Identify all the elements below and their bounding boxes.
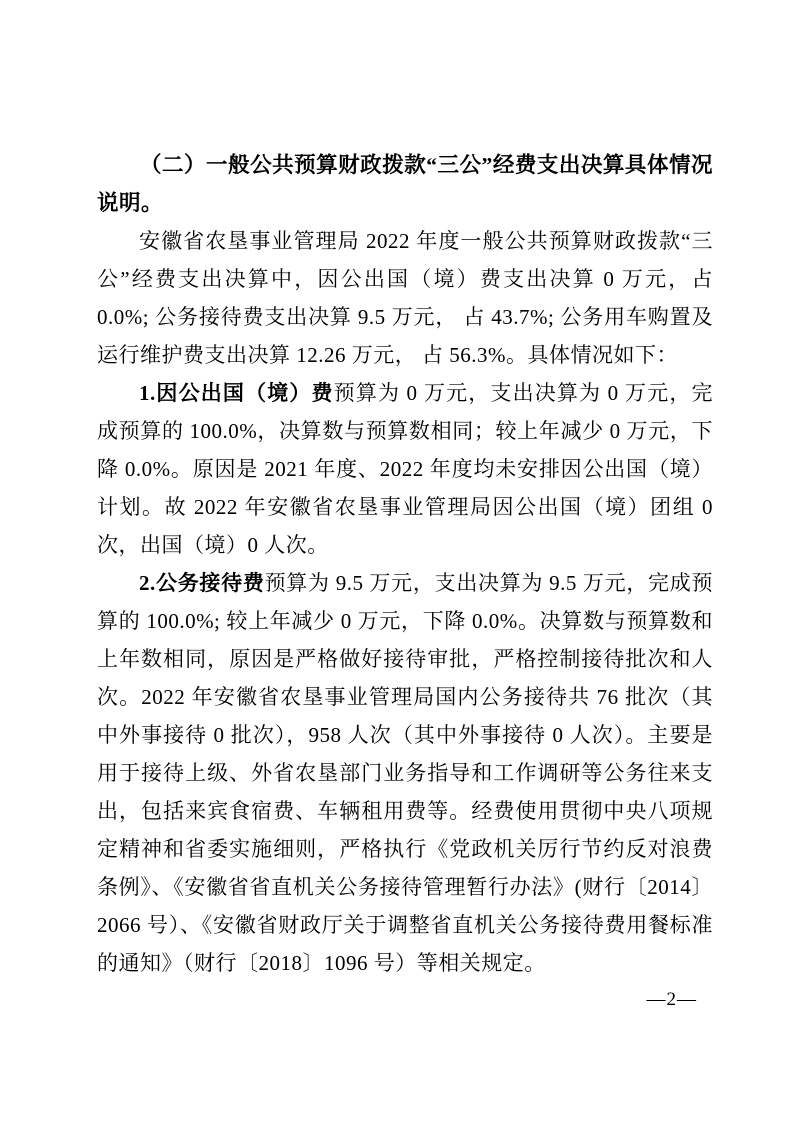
paragraph-overview-text: 安徽省农垦事业管理局 2022 年度一般公共预算财政拨款“三公”经费支出决算中，因公出国（境）费支出决算 0 万元，占 0.0%; 公务接待费支出决算 9.5 万元， 占 43.7%; 公务用车购置及运行维护费支出决算 12.26 万元， 占 56.3%。具体情况如下： (97, 229, 713, 367)
document-text-block (97, 146, 713, 982)
paragraph-item-2-lead: 2.公务接待费 (139, 571, 265, 595)
paragraph-overview (97, 222, 713, 374)
paragraph-item-1-abroad-expense (97, 374, 713, 564)
paragraph-item-2-text: 预算为 9.5 万元，支出决算为 9.5 万元，完成预算的 100.0%; 较上年减少 0 万元，下降 0.0%。决算数与预算数和上年数相同，原因是严格做好接待审批，严格控制接待批次和人次。2022 年安徽省农垦事业管理局国内公务接待共 76 批次（其中外事接待 0 批次），958 人次（其中外事接待 0 人次）。主要是用于接待上级、外省农垦部门业务指导和工作调研等公务往来支出，包括来宾食宿费、车辆租用费等。经费使用贯彻中央八项规定精神和省委实施细则，严格执行《党政机关厉行节约反对浪费条例》、《安徽省省直机关公务接待管理暂行办法》(财行〔2014〕2066 号）、《安徽省财政厅关于调整省直机关公务接待费用餐标准的通知》（财行〔2018〕1096 号）等相关规定。 (97, 571, 713, 975)
section-heading: （二）一般公共预算财政拨款“三公”经费支出决算具体情况说明。 (97, 153, 713, 215)
paragraph-item-1-text: 预算为 0 万元，支出决算为 0 万元，完成预算的 100.0%，决算数与预算数相同；较上年减少 0 万元，下降 0.0%。原因是 2021 年度、2022 年度均未安排因公出国（境）计划。故 2022 年安徽省农垦事业管理局因公出国（境）团组 0 次，出国（境）0 人次。 (97, 381, 714, 557)
paragraph-item-1-lead: 1.因公出国（境）费 (139, 381, 334, 405)
paragraph-item-2-reception-expense (97, 564, 713, 982)
page-number: —2— (646, 989, 697, 1010)
